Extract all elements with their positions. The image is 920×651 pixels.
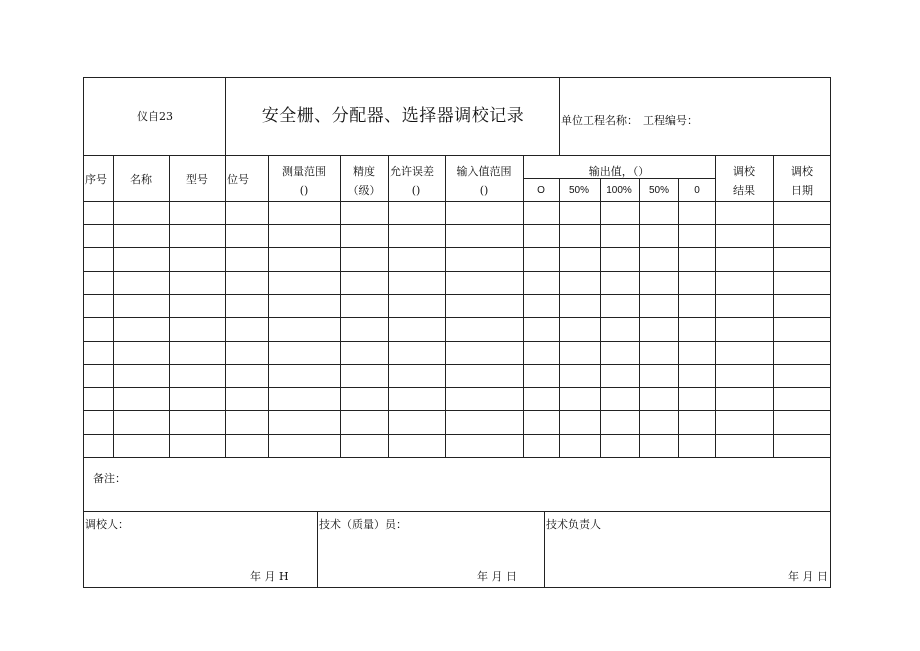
header-bottom-rule <box>84 155 830 156</box>
col-header-seq: 序号 <box>85 173 107 186</box>
quality-tech-label: 技术（质量）员： <box>319 518 407 531</box>
col-line-calib-date <box>773 155 774 457</box>
header-divider-right <box>559 78 560 156</box>
table-bottom-rule <box>84 457 830 458</box>
col-header-input-range: 输入值范围 <box>456 165 512 178</box>
form-code: 仪自23 <box>137 110 173 123</box>
col-line-accuracy <box>340 155 341 457</box>
col-line-position <box>225 155 226 457</box>
col-line-output-100 <box>600 178 601 457</box>
table-row-rule <box>84 271 830 272</box>
table-row-rule <box>84 410 830 411</box>
col-header-accuracy: 精度 <box>353 165 375 178</box>
col-line-measure-range <box>268 155 269 457</box>
col-header-output-value: 输出值，（） <box>588 165 650 178</box>
col-header-allowed-error: 允许误差 <box>390 165 434 178</box>
output-subheader-rule <box>523 178 715 179</box>
remarks-label: 备注： <box>93 472 126 485</box>
col-line-allowed-error <box>388 155 389 457</box>
table-row-rule <box>84 247 830 248</box>
header-divider-left <box>225 78 226 156</box>
col-header-measure-range: 测量范围 <box>282 165 326 178</box>
col-line-output-50a <box>559 178 560 457</box>
table-row-rule <box>84 317 830 318</box>
col-header-input-range-unit: () <box>479 184 489 197</box>
col-header-accuracy-grade: （级） <box>347 184 381 197</box>
col-header-measure-range-unit: () <box>299 184 309 197</box>
col-line-output-50b <box>639 178 640 457</box>
calibrator-label: 调校人： <box>85 518 129 531</box>
signature-divider-2 <box>544 511 545 587</box>
col-header-name: 名称 <box>130 173 152 186</box>
project-number-label: 工程编号： <box>643 114 698 127</box>
output-point-2: 100% <box>606 185 632 196</box>
output-point-0: O <box>537 185 545 196</box>
form-title: 安全栅、分配器、选择器调校记录 <box>261 106 525 126</box>
col-header-allowed-error-unit: () <box>411 184 421 197</box>
col-header-model: 型号 <box>186 173 208 186</box>
unit-project-name-label: 单位工程名称： <box>561 114 638 127</box>
col-header-calib-result-1: 调校 <box>733 165 755 178</box>
col-line-output-0 <box>678 178 679 457</box>
calibration-record-form <box>83 77 831 588</box>
tech-lead-label: 技术负责人 <box>546 518 601 531</box>
table-row-rule <box>84 294 830 295</box>
col-header-position: 位号 <box>227 173 249 186</box>
col-line-input-range <box>445 155 446 457</box>
calibrator-date: 年 月 H <box>250 570 289 583</box>
remarks-bottom-rule <box>84 511 830 512</box>
col-line-model <box>169 155 170 457</box>
col-line-output <box>523 155 524 457</box>
output-point-3: 50% <box>648 185 670 196</box>
signature-divider-1 <box>317 511 318 587</box>
table-row-rule <box>84 387 830 388</box>
output-point-4: 0 <box>694 185 700 196</box>
col-header-calib-result-2: 结果 <box>733 184 755 197</box>
table-row-rule <box>84 341 830 342</box>
table-row-rule <box>84 364 830 365</box>
col-line-calib-result <box>715 155 716 457</box>
col-header-calib-date-1: 调校 <box>791 165 813 178</box>
quality-tech-date: 年 月 日 <box>477 570 517 583</box>
col-line-name <box>113 155 114 457</box>
output-point-1: 50% <box>568 185 590 196</box>
column-header-bottom-rule <box>84 201 830 202</box>
table-row-rule <box>84 224 830 225</box>
col-header-calib-date-2: 日期 <box>791 184 813 197</box>
table-row-rule <box>84 434 830 435</box>
tech-lead-date: 年 月 日 <box>788 570 828 583</box>
